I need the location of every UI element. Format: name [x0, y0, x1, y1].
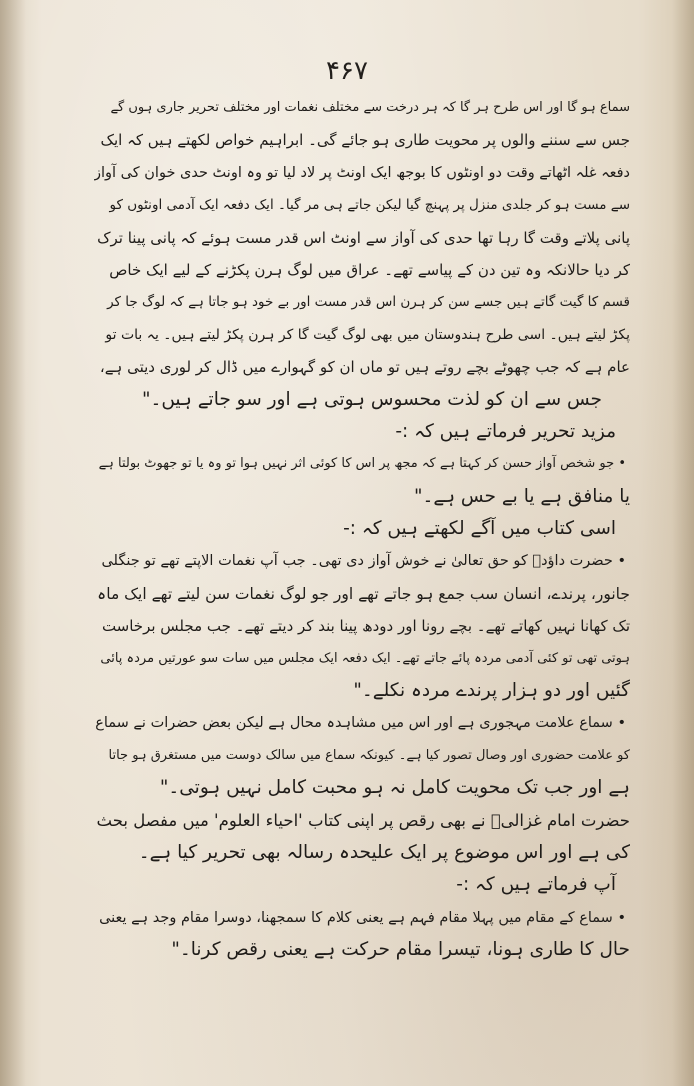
text-line: • سماع کے مقام میں پہلا مقام فہم ہے یعنی کلام کا سمجھنا، دوسرا مقام وجد ہے یعنی [99, 909, 626, 926]
text-line: • سماع علامت مہجوری ہے اور اس میں مشاہدہ محال ہے لیکن بعض حضرات نے سماع [95, 715, 626, 732]
text-line: عام ہے کہ جب چھوٹے بچے روتے ہیں تو ماں ان کو گہوارے میں ڈال کر لوری دیتی ہے، [99, 358, 630, 377]
text-line: جس سے ان کو لذت محسوس ہوتی ہے اور سو جاتے ہیں۔" [141, 388, 602, 410]
text-line: • حضرت داؤدؑ کو حق تعالیٰ نے خوش آواز دی تھی۔ جب آپ نغمات الاپتے تھے تو جنگلی [101, 553, 626, 570]
page-edge-shadow [672, 0, 694, 1086]
page-spine-shadow [0, 0, 26, 1086]
text-line: حضرت امام غزالیؒ نے بھی رقص پر اپنی کتاب 'احیاء العلوم' میں مفصل بحث [96, 810, 630, 830]
text-line: قسم کا گیت گاتے ہیں جسے سن کر ہرن اس قدر مست اور بے خود ہو جاتا ہے کہ لوگ جا کر [107, 294, 630, 311]
text-line: ہے اور جب تک محویت کامل نہ ہو محبت کامل نہیں ہوتی۔" [159, 777, 630, 799]
text-line: یا منافق ہے یا بے حس ہے۔" [414, 485, 630, 507]
text-line: تک کھانا نہیں کھاتے تھے۔ بچے رونا اور دودھ پینا بند کر دیتے تھے۔ جب مجلس برخاست [101, 617, 630, 636]
text-line: مزید تحریر فرماتے ہیں کہ :- [395, 420, 616, 442]
text-line: سماع ہو گا اور اس طرح ہر گا کہ ہر درخت سے مختلف نغمات اور مختلف تحریر جاری ہوں گے [110, 100, 630, 115]
text-line: پکڑ لیتے ہیں۔ اسی طرح ہندوستان میں بھی لوگ گیت گا کر ہرن پکڑ لیتے ہیں۔ یہ بات تو [105, 326, 630, 343]
text-line: کی ہے اور اس موضوع پر ایک علیحدہ رسالہ بھی تحریر کیا ہے۔ [138, 841, 630, 863]
text-line: جانور، پرندے، انسان سب جمع ہو جاتے تھے اور جو لوگ نغمات سن لیتے تھے ایک ماہ [97, 584, 630, 603]
text-line: دفعہ غلہ اٹھاتے وقت دو اونٹوں کا بوجھ ایک اونٹ پر لاد لیا تو وہ اونٹ حدی خوان کی آواز [94, 164, 630, 181]
text-line: پانی پلاتے وقت گا رہا تھا حدی کی آواز سے اونٹ اس قدر مست ہوئے کہ پانی پینا ترک [97, 228, 630, 247]
text-line: کو علامت حضوری اور وصال تصور کیا ہے۔ کیونکہ سماع میں سالک دوست میں مستغرق ہو جاتا [108, 747, 630, 763]
text-line: کر دیا حالانکہ وہ تین دن کے پیاسے تھے۔ عراق میں لوگ ہرن پکڑنے کے لیے ایک خاص [109, 260, 630, 279]
text-line: ہوتی تھی تو کئی آدمی مردہ پائے جاتے تھے۔ ایک دفعہ ایک مجلس میں سات سو عورتیں مردہ پائی [100, 650, 630, 666]
text-line: • جو شخص آواز حسن کر کہتا ہے کہ مجھ پر اس کا کوئی اثر نہیں ہوا تو وہ یا تو جھوٹ بولتا ہے [98, 456, 626, 472]
body-text [94, 92, 630, 967]
text-line: اسی کتاب میں آگے لکھتے ہیں کہ :- [343, 518, 616, 540]
page-number: ۴۶۷ [326, 56, 368, 86]
text-line: جس سے سننے والوں پر محویت طاری ہو جائے گی۔ ابراہیم خواص لکھتے ہیں کہ ایک [100, 131, 630, 150]
text-line: حال کا طاری ہونا، تیسرا مقام حرکت ہے یعنی رقص کرنا۔" [171, 939, 630, 961]
text-line: سے مست ہو کر جلدی منزل پر پہنچ گیا لیکن جاتے ہی مر گیا۔ ایک دفعہ ایک آدمی اونٹوں کو [109, 197, 630, 214]
text-line: گئیں اور دو ہزار پرندے مردہ نکلے۔" [353, 680, 630, 702]
text-line: آپ فرماتے ہیں کہ :- [456, 874, 616, 896]
